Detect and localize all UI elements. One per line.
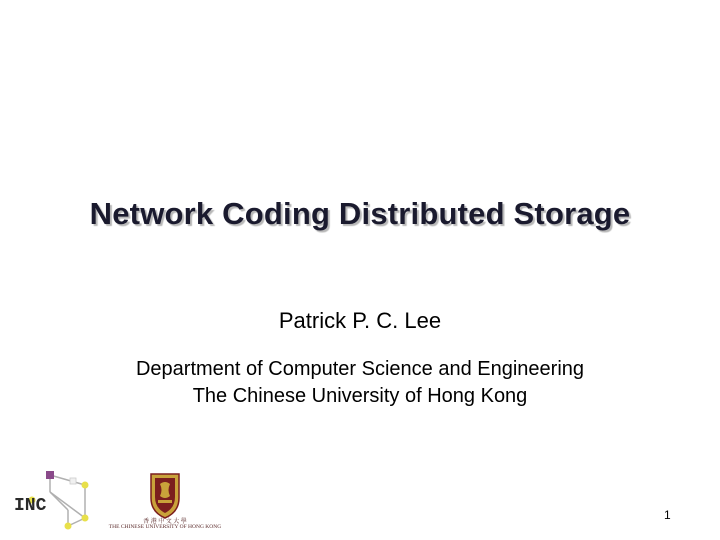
author-name: Patrick P. C. Lee	[278, 308, 442, 333]
inc-logo-text: INC	[14, 496, 47, 516]
university-line: The Chinese University of Hong Kong	[192, 385, 528, 407]
affiliation	[0, 356, 720, 410]
cuhk-crest-icon	[105, 470, 225, 520]
page-number: 1	[664, 508, 671, 522]
cuhk-chinese-name: 香 港 中 文 大 學	[143, 519, 187, 525]
department-line: Department of Computer Science and Engineering	[135, 358, 585, 380]
cuhk-logo	[105, 470, 225, 532]
cuhk-english-name: THE CHINESE UNIVERSITY OF HONG KONG	[108, 524, 222, 530]
slide-title: Network Coding Distributed Storage	[89, 196, 631, 231]
inc-logo	[10, 470, 95, 530]
